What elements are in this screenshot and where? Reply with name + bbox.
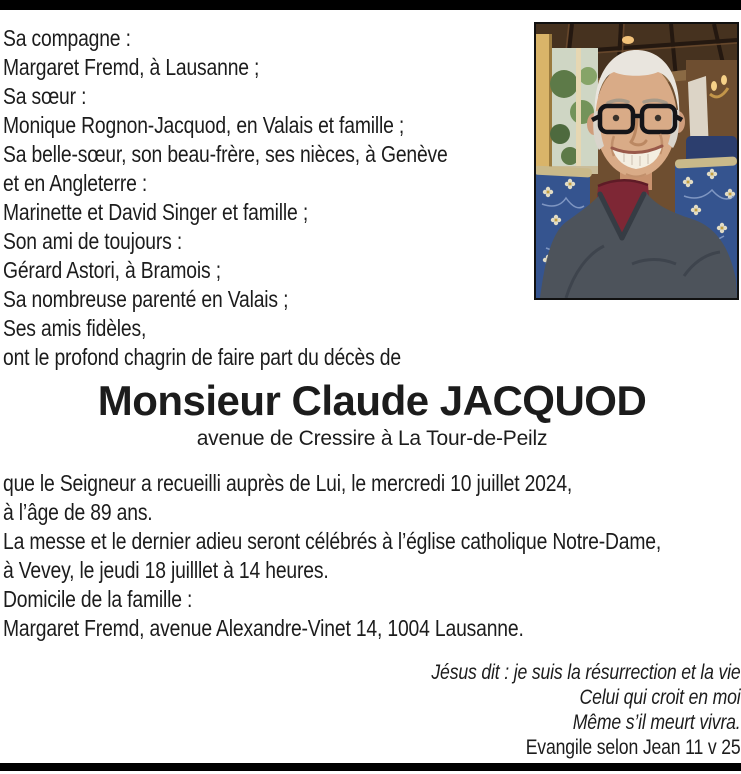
- bottom-border-bar: [0, 763, 741, 771]
- details-block: [3, 469, 741, 643]
- details-line: Margaret Fremd, avenue Alexandre-Vinet 14, 1004 Lausanne.: [3, 615, 524, 641]
- quote-source: Evangile selon Jean 11 v 25: [525, 736, 741, 759]
- details-line: que le Seigneur a recueilli auprès de Lui, le mercredi 10 juillet 2024,: [3, 470, 573, 496]
- intro-line: Sa compagne :: [3, 25, 131, 51]
- intro-line: Sa nombreuse parenté en Valais ;: [3, 286, 289, 312]
- details-line: La messe et le dernier adieu seront célébrés à l’église catholique Notre-Dame,: [3, 528, 662, 554]
- intro-line: ont le profond chagrin de faire part du décès de: [3, 344, 401, 370]
- portrait-photo: [534, 22, 739, 300]
- quote-line: Jésus dit : je suis la résurrection et la vie: [431, 661, 741, 684]
- deceased-address: avenue de Cressire à La Tour-de-Peilz: [196, 427, 548, 450]
- intro-line: Marinette et David Singer et famille ;: [3, 199, 309, 225]
- intro-line: Margaret Fremd, à Lausanne ;: [3, 54, 260, 80]
- portrait-illustration: [536, 24, 737, 298]
- deceased-name: Monsieur Claude JACQUOD: [97, 377, 647, 424]
- details-line: à l’âge de 89 ans.: [3, 499, 153, 525]
- scripture-quote-block: [3, 660, 741, 760]
- intro-line: Son ami de toujours :: [3, 228, 183, 254]
- quote-line: Même s’il meurt vivra.: [572, 711, 741, 734]
- intro-line: et en Angleterre :: [3, 170, 148, 196]
- intro-line: Ses amis fidèles,: [3, 315, 147, 341]
- top-border-bar: [0, 0, 741, 10]
- intro-line: Sa belle-sœur, son beau-frère, ses nièces, à Genève: [3, 141, 448, 167]
- intro-line: Gérard Astori, à Bramois ;: [3, 257, 221, 283]
- details-line: Domicile de la famille :: [3, 586, 193, 612]
- details-line: à Vevey, le jeudi 18 juilllet à 14 heures.: [3, 557, 329, 583]
- quote-line: Celui qui croit en moi: [579, 686, 741, 709]
- intro-line: Monique Rognon-Jacquod, en Valais et famille ;: [3, 112, 405, 138]
- intro-line: Sa sœur :: [3, 83, 87, 109]
